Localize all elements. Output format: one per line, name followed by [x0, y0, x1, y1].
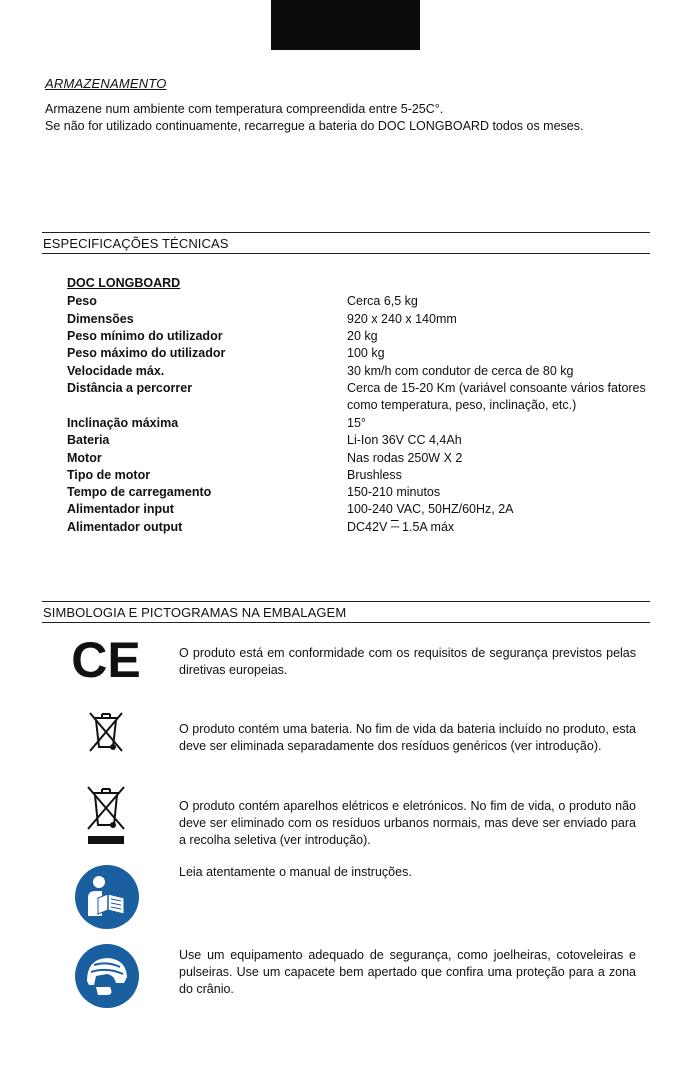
crossed-bin-weee-icon — [84, 783, 128, 847]
spec-value: Cerca de 15-20 Km (variável consoante vários fatores como temperatura, peso, inclinação, etc.) — [347, 381, 646, 412]
wear-helmet-icon — [74, 943, 140, 1009]
output-current: 1.5A máx — [402, 520, 455, 534]
symbols-section-title: SIMBOLOGIA E PICTOGRAMAS NA EMBALAGEM — [43, 605, 347, 620]
header-tab — [271, 0, 420, 50]
spec-value: 20 kg — [347, 329, 378, 343]
product-name: DOC LONGBOARD — [67, 276, 181, 290]
output-voltage: DC42V — [347, 520, 388, 534]
spec-label: Peso máximo do utilizador — [67, 346, 226, 360]
spec-label: Bateria — [67, 433, 110, 447]
symbols-top-rule — [42, 601, 650, 602]
spec-value: 15° — [347, 416, 366, 430]
specs-top-rule — [42, 232, 650, 233]
symbol-text-helmet: Use um equipamento adequado de segurança, como joelheiras, cotoveleiras e pulseiras. Use um capacete bem apertado que confira uma proteção para a zona do crânio. — [179, 948, 636, 996]
storage-heading: ARMAZENAMENTO — [45, 76, 167, 91]
crossed-bin-battery-icon — [82, 707, 130, 755]
spec-label: Inclinação máxima — [67, 416, 179, 430]
spec-value: 100 kg — [347, 346, 385, 360]
storage-line-2: Se não for utilizado continuamente, recarregue a bateria do DOC LONGBOARD todos os meses. — [45, 119, 584, 133]
spec-label: Alimentador output — [67, 520, 183, 534]
spec-label: Tipo de motor — [67, 468, 151, 482]
spec-value: 100-240 VAC, 50HZ/60Hz, 2A — [347, 502, 514, 516]
spec-label: Dimensões — [67, 312, 134, 326]
spec-value: Cerca 6,5 kg — [347, 294, 418, 308]
spec-label: Motor — [67, 451, 102, 465]
spec-label: Peso mínimo do utilizador — [67, 329, 223, 343]
spec-value: 920 x 240 x 140mm — [347, 312, 457, 326]
symbol-text-battery: O produto contém uma bateria. No fim de vida da bateria incluído no produto, esta deve ser eliminada separadamente dos resíduos genéricos (ver introdução). — [179, 722, 636, 753]
specs-section-title: ESPECIFICAÇÕES TÉCNICAS — [43, 236, 229, 251]
spec-value: Li-Ion 36V CC 4,4Ah — [347, 433, 462, 447]
symbol-text-ce: O produto está em conformidade com os requisitos de segurança previstos pelas diretivas europeias. — [179, 646, 636, 677]
specs-bottom-rule — [42, 253, 650, 254]
spec-value: Brushless — [347, 468, 402, 482]
symbol-text-manual: Leia atentamente o manual de instruções. — [179, 865, 412, 879]
spec-label: Velocidade máx. — [67, 364, 165, 378]
spec-label: Tempo de carregamento — [67, 485, 212, 499]
spec-label: Alimentador input — [67, 502, 174, 516]
spec-label: Distância a percorrer — [67, 381, 193, 395]
ce-mark-icon — [71, 633, 143, 683]
storage-line-1: Armazene num ambiente com temperatura compreendida entre 5-25C°. — [45, 102, 444, 116]
symbol-text-weee: O produto contém aparelhos elétricos e eletrónicos. No fim de vida, o produto não deve ser eliminado com os resíduos urbanos normais, mas deve ser enviado para a recolha seletiva (ver introdução). — [179, 799, 636, 847]
ce-logo-text: CE — [71, 633, 141, 683]
spec-value — [347, 519, 647, 536]
read-manual-icon — [74, 864, 140, 930]
symbols-bottom-rule — [42, 622, 650, 623]
spec-value: 150-210 minutos — [347, 485, 441, 499]
spec-value: 30 km/h com condutor de cerca de 80 kg — [347, 364, 574, 378]
spec-value: Nas rodas 250W X 2 — [347, 451, 463, 465]
dc-symbol-icon: ⎓ — [390, 521, 399, 533]
spec-label: Peso — [67, 294, 97, 308]
